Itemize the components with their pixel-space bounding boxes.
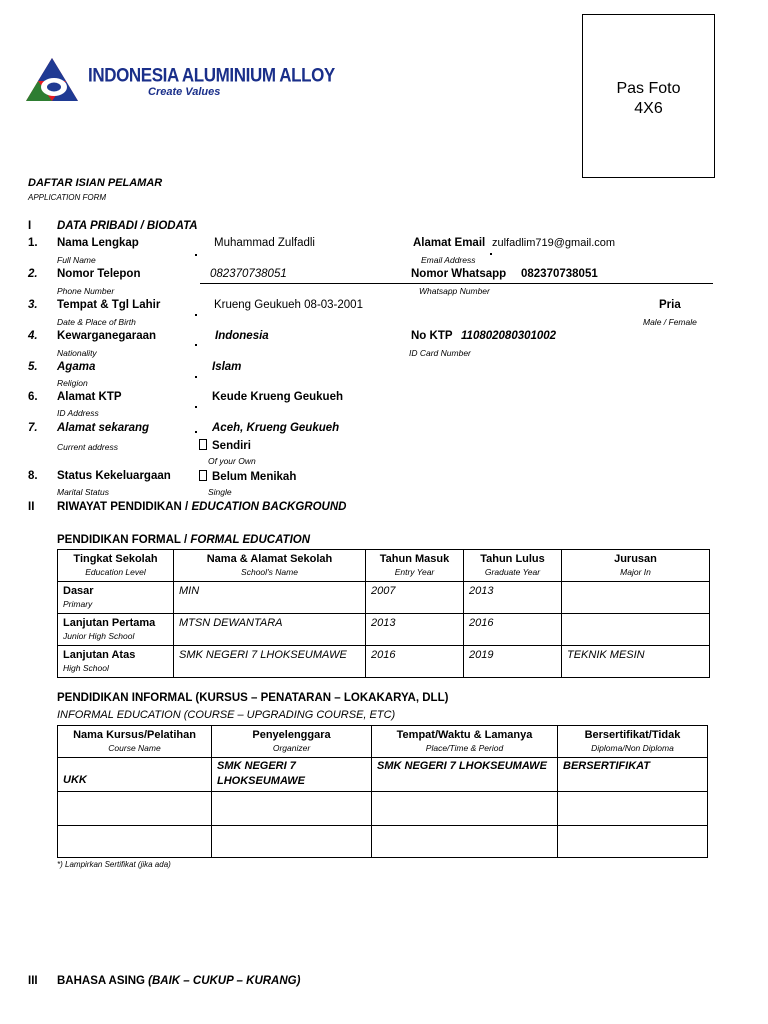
own-house-option-label: Sendiri (212, 440, 251, 452)
section3-number: III (28, 975, 38, 987)
nationality-label: Kewarganegaraan (57, 330, 157, 342)
section2-title-en: EDUCATION BACKGROUND (191, 501, 347, 513)
gender-value[interactable]: Pria (659, 299, 681, 311)
birth-sublabel: Date & Place of Birth (57, 317, 136, 327)
section2-title-sep: / (185, 501, 189, 513)
formal-header-level: Tingkat Sekolah Education Level (58, 550, 174, 582)
full-name-value[interactable]: Muhammad Zulfadli (214, 237, 315, 249)
email-value[interactable]: zulfadlim719@gmail.com (492, 237, 616, 249)
company-logo (24, 55, 80, 105)
birth-label: Tempat & Tgl Lahir (57, 299, 161, 311)
photo-label-line2: 4X6 (634, 100, 663, 117)
formal-education-table (57, 549, 710, 678)
informal-header-organizer: Penyelenggara Organizer (212, 726, 372, 758)
section2-title-main: RIWAYAT PENDIDIKAN (57, 501, 182, 513)
certificate-footnote: *) Lampirkan Sertifikat (jika ada) (57, 860, 171, 869)
formal-title-sep: / (183, 534, 188, 546)
email-sublabel: Email Address (421, 255, 476, 265)
formal-header-row (58, 550, 710, 582)
informal-education-title-en: INFORMAL EDUCATION (COURSE – UPGRADING COURSE, ETC) (57, 709, 396, 721)
current-address-value[interactable]: Aceh, Krueng Geukueh (212, 422, 340, 434)
birth-value[interactable]: Krueng Geukueh 08-03-2001 (214, 299, 363, 311)
school-cell[interactable]: MTSN DEWANTARA (174, 614, 366, 646)
whatsapp-value[interactable]: 082370738051 (521, 268, 598, 280)
cert-cell[interactable]: BERSERTIFIKAT (558, 758, 708, 792)
email-label: Alamat Email (413, 237, 486, 249)
religion-value[interactable]: Islam (212, 361, 242, 373)
formal-education-title (57, 534, 310, 546)
informal-education-title: PENDIDIKAN INFORMAL (KURSUS – PENATARAN – LOKAKARYA, DLL) (57, 692, 449, 704)
row3-number: 3. (28, 299, 38, 311)
id-address-sublabel: ID Address (57, 408, 99, 418)
section3-title (57, 975, 300, 987)
entry-cell[interactable]: 2013 (366, 614, 464, 646)
phone-underline (200, 283, 713, 284)
organizer-cell[interactable] (212, 792, 372, 826)
formal-header-school: Nama & Alamat Sekolah School's Name (174, 550, 366, 582)
place-cell[interactable]: SMK NEGERI 7 LHOKSEUMAWE (372, 758, 558, 792)
full-name-sublabel: Full Name (57, 255, 96, 265)
marital-sublabel: Marital Status (57, 487, 109, 497)
ktp-value[interactable]: 110802080301002 (461, 330, 557, 342)
school-cell[interactable]: MIN (174, 582, 366, 614)
major-cell[interactable] (562, 614, 710, 646)
formal-header-grad: Tahun Lulus Graduate Year (464, 550, 562, 582)
nationality-sublabel: Nationality (57, 348, 97, 358)
row1-number: 1. (28, 237, 38, 249)
full-name-label: Nama Lengkap (57, 237, 139, 249)
phone-label: Nomor Telepon (57, 268, 141, 280)
form-title: DAFTAR ISIAN PELAMAR (28, 177, 163, 189)
organizer-cell[interactable] (212, 826, 372, 858)
section1-number: I (28, 220, 32, 232)
table-row (58, 826, 708, 858)
grad-cell[interactable]: 2019 (464, 646, 562, 678)
formal-title-en: FORMAL EDUCATION (190, 534, 311, 546)
marital-label: Status Kekeluargaan (57, 470, 171, 482)
table-row (58, 792, 708, 826)
company-name: INDONESIA ALUMINIUM ALLOY (88, 64, 335, 86)
level-cell: Dasar Primary (58, 582, 174, 614)
own-house-checkbox[interactable] (199, 439, 207, 450)
grad-cell[interactable]: 2013 (464, 582, 562, 614)
section2-number: II (28, 501, 35, 513)
course-cell[interactable]: UKK (58, 758, 212, 792)
row7-number: 7. (28, 422, 38, 434)
entry-cell[interactable]: 2016 (366, 646, 464, 678)
single-checkbox[interactable] (199, 470, 207, 481)
id-address-value[interactable]: Keude Krueng Geukueh (212, 391, 343, 403)
informal-header-row (58, 726, 708, 758)
course-cell[interactable] (58, 826, 212, 858)
row6-number: 6. (28, 391, 38, 403)
organizer-cell[interactable]: SMK NEGERI 7 LHOKSEUMAWE (212, 758, 372, 792)
row4-number: 4. (28, 330, 38, 342)
entry-cell[interactable]: 2007 (366, 582, 464, 614)
phone-sublabel: Phone Number (57, 286, 115, 296)
informal-header-course: Nama Kursus/Pelatihan Course Name (58, 726, 212, 758)
current-address-sublabel: Current address (57, 442, 118, 452)
current-address-label: Alamat sekarang (57, 422, 150, 434)
major-cell[interactable] (562, 582, 710, 614)
table-row (58, 758, 708, 792)
own-house-sublabel: Of your Own (208, 456, 256, 466)
course-cell[interactable] (58, 792, 212, 826)
section3-title-main: BAHASA ASING (57, 975, 145, 987)
section2-title (57, 501, 346, 513)
ktp-sublabel: ID Card Number (409, 348, 471, 358)
formal-header-major: Jurusan Major In (562, 550, 710, 582)
place-cell[interactable] (372, 826, 558, 858)
gender-sublabel: Male / Female (643, 317, 697, 327)
grad-cell[interactable]: 2016 (464, 614, 562, 646)
id-address-label: Alamat KTP (57, 391, 122, 403)
single-option-label: Belum Menikah (212, 471, 297, 483)
level-cell: Lanjutan Pertama Junior High School (58, 614, 174, 646)
single-option[interactable] (199, 470, 296, 483)
form-subtitle: APPLICATION FORM (28, 193, 107, 202)
table-row (58, 582, 710, 614)
nationality-value[interactable]: Indonesia (215, 330, 269, 342)
phone-value[interactable]: 082370738051 (210, 268, 287, 280)
whatsapp-sublabel: Whatsapp Number (419, 286, 490, 296)
school-cell[interactable]: SMK NEGERI 7 LHOKSEUMAWE (174, 646, 366, 678)
row8-number: 8. (28, 470, 38, 482)
informal-education-table (57, 725, 708, 858)
cert-cell[interactable] (558, 826, 708, 858)
informal-header-cert: Bersertifikat/Tidak Diploma/Non Diploma (558, 726, 708, 758)
whatsapp-label: Nomor Whatsapp (411, 268, 507, 280)
row2-number: 2. (28, 268, 38, 280)
major-cell[interactable]: TEKNIK MESIN (562, 646, 710, 678)
level-cell: Lanjutan Atas High School (58, 646, 174, 678)
place-cell[interactable] (372, 792, 558, 826)
religion-sublabel: Religion (57, 378, 88, 388)
row5-number: 5. (28, 361, 38, 373)
religion-label: Agama (57, 361, 96, 373)
table-row (58, 614, 710, 646)
cert-cell[interactable] (558, 792, 708, 826)
company-tagline: Create Values (148, 86, 221, 98)
formal-title-main: PENDIDIKAN FORMAL (57, 534, 181, 546)
photo-label (582, 79, 715, 119)
informal-header-place: Tempat/Waktu & Lamanya Place/Time & Period (372, 726, 558, 758)
formal-header-entry: Tahun Masuk Entry Year (366, 550, 464, 582)
table-row (58, 646, 710, 678)
section3-title-paren: (BAIK – CUKUP – KURANG) (148, 975, 301, 987)
ktp-label: No KTP (411, 330, 453, 342)
single-sublabel: Single (208, 487, 232, 497)
photo-label-line1: Pas Foto (616, 80, 681, 97)
section1-title: DATA PRIBADI / BIODATA (57, 220, 198, 232)
own-house-option[interactable] (199, 439, 251, 452)
